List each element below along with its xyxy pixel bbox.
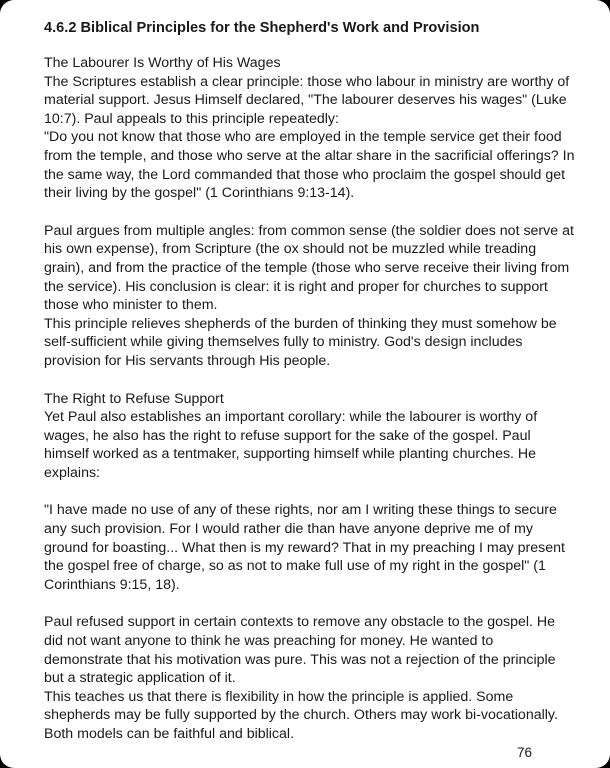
paragraph-flexibility: This teaches us that there is flexibility in how the principle is applied. Some shepherds may be fully supported by the church. Others may work bi-vocationally. Both models can be faithful and biblical.: [44, 688, 558, 742]
paragraph-paul-argues: Paul argues from multiple angles: from common sense (the soldier does not serve at his own expense), from Scripture (the ox should not be muzzled while treading grain), and from the practice of the temple (those who serve receive their living from the service). His conclusion is clear: it is right and proper for churches to support those who minister to them.: [44, 222, 574, 314]
quote-1-corinthians-9-13: "Do you not know that those who are employed in the temple service get their food from the temple, and those who serve at the altar share in the sacrificial offerings? In the same way, the Lord commanded that those who proclaim the gospel should get their living by the gospel" (1 Corinthians 9:13-14).: [44, 129, 575, 202]
page-number: 76: [516, 745, 532, 760]
subheading-right-to-refuse: The Right to Refuse Support: [44, 390, 224, 407]
page-content: [44, 19, 576, 744]
paragraph-spacer: [44, 482, 576, 501]
paragraph-spacer: [44, 371, 576, 390]
quote-1-corinthians-9-15: "I have made no use of any of these rights, nor am I writing these things to secure any such provision. For I would rather die than have anyone deprive me of my ground for boasting... What then is my reward? That in my preaching I may present the gospel free of charge, so as not to make full use of my right in the gospel" (1 Corinthians 9:15, 18).: [44, 502, 565, 593]
section-heading: 4.6.2 Biblical Principles for the Shepherd's Work and Provision: [44, 20, 480, 36]
paragraph-spacer: [44, 594, 576, 613]
paragraph-scriptures-principle: The Scriptures establish a clear principle: those who labour in ministry are worthy of material support. Jesus Himself declared, "The labourer deserves his wages" (Luke 10:7). Paul appeals to this principle repeatedly:: [44, 73, 570, 127]
subheading-labourer-worthy: The Labourer Is Worthy of His Wages: [44, 55, 281, 71]
paragraph-paul-refused: Paul refused support in certain contexts to remove any obstacle to the gospel. He did not want anyone to think he was preaching for money. He wanted to demonstrate that his motivation was pure. This was not a rejection of the principle but a strategic application of it.: [44, 614, 556, 687]
paragraph-spacer: [44, 203, 576, 222]
paragraph-corollary: Yet Paul also establishes an important corollary: while the labourer is worthy of wages, he also has the right to refuse support for the sake of the gospel. Paul himself worked as a tentmaker, supporting himself while planting churches. He explains:: [44, 409, 538, 481]
paragraph-principle-relieves: This principle relieves shepherds of the burden of thinking they must somehow be self-sufficient while giving themselves fully to ministry. God's design includes provision for His servants through His people.: [44, 315, 557, 369]
